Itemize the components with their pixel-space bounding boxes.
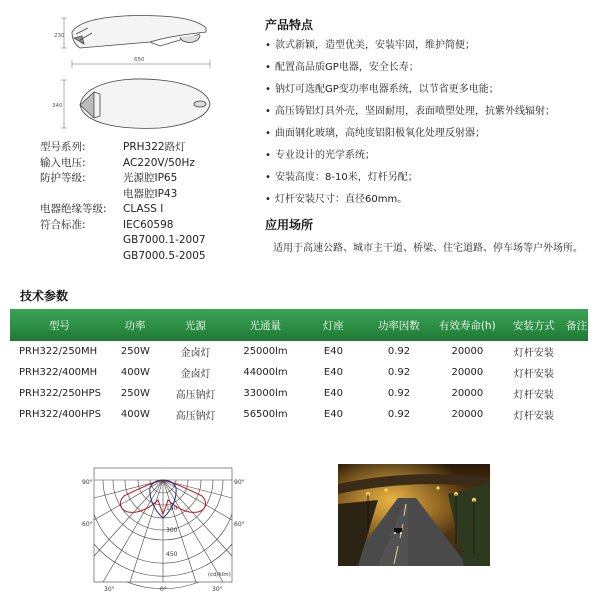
features-title: 产品特点 (265, 18, 314, 32)
spec-row (40, 187, 240, 203)
column-header: 功率因数 (377, 319, 420, 332)
spec-row (40, 233, 240, 249)
feature-item (265, 128, 595, 141)
bullet-icon: • (265, 172, 271, 183)
feature-item (265, 106, 595, 119)
polar-diagram-svg (80, 466, 246, 594)
column-header: 功率 (124, 319, 146, 332)
table-cell: E40 (323, 367, 343, 378)
spec-key: 电器绝缘等级: (40, 203, 107, 215)
table-cell: 0.92 (387, 346, 411, 357)
spec-key: 符合标准: (40, 218, 86, 231)
spec-key: 输入电压: (40, 156, 86, 169)
table-cell: 25000lm (243, 346, 288, 357)
bullet-icon: • (265, 128, 271, 139)
table-cell: PRH322/250MH (19, 346, 98, 357)
feature-text: 灯杆安装尺寸：直径60mm。 (275, 194, 408, 205)
table-cell: 高压钠灯 (175, 411, 216, 422)
spec-row (40, 218, 240, 234)
light-distribution-diagram (80, 466, 246, 594)
feature-item (265, 150, 595, 163)
spec-value: 电器腔IP43 (123, 187, 178, 200)
spec-value: 光源腔IP65 (123, 172, 178, 184)
angle-label-bottom-0: 0° (160, 586, 167, 593)
column-header: 型号 (48, 319, 70, 332)
column-header: 有效寿命(h) (438, 319, 496, 332)
table-cell: 400W (120, 367, 150, 378)
spec-value: IEC60598 (123, 218, 174, 231)
feature-text: 款式新颖，造型优美，安装牢固，维护简便； (275, 40, 475, 51)
radius-label-300: 300 (166, 527, 178, 534)
table-row (10, 362, 588, 383)
column-header: 光源 (184, 319, 206, 332)
table-cell: 56500lm (243, 409, 288, 420)
bullet-icon: • (265, 194, 271, 205)
angle-label-left-60: 60° (82, 521, 93, 528)
spec-row (40, 249, 240, 265)
features-list (265, 40, 595, 207)
table-cell: 250W (120, 346, 150, 357)
table-cell: 400W (120, 409, 150, 420)
bullet-icon: • (265, 150, 271, 161)
luminaire-drawings (50, 10, 230, 130)
dim-length-label: 650 (134, 57, 145, 63)
table-cell: 高压钠灯 (175, 390, 216, 401)
application-section (265, 216, 595, 257)
radius-label-150: 150 (166, 505, 178, 512)
angle-label-right-60: 60° (234, 521, 245, 528)
dim-width-label: 340 (52, 103, 63, 109)
bullet-icon: • (265, 106, 271, 117)
table-cell: 44000lm (243, 367, 288, 378)
table-cell: 灯杆安装 (513, 411, 554, 422)
spec-key (40, 249, 123, 265)
table-cell: E40 (323, 346, 343, 357)
night-road-photo (338, 464, 490, 566)
feature-item (265, 40, 595, 53)
spec-value: AC220V/50Hz (123, 156, 195, 169)
column-header: 光通量 (249, 319, 281, 332)
side-view-drawing (72, 16, 206, 48)
table-cell: 灯杆安装 (513, 369, 554, 380)
table-cell: 0.92 (387, 388, 411, 399)
angle-label-bottom-right-30: 30° (212, 586, 223, 593)
bullet-icon: • (265, 62, 271, 73)
spec-value: GB7000.1-2007 (123, 234, 206, 246)
feature-item (265, 62, 595, 75)
feature-text: 钠灯可选配GP变功率电器系统，以节省更多电能； (275, 84, 499, 95)
dim-height-label: 230 (54, 33, 65, 39)
column-header: 安装方式 (512, 319, 555, 332)
table-row (10, 404, 588, 425)
table-cell: 20000 (451, 367, 484, 378)
spec-value: GB7000.5-2005 (123, 249, 206, 262)
luminaire-outline-svg (50, 10, 230, 130)
feature-text: 专业设计的光学系统； (275, 150, 375, 161)
application-photo (338, 464, 490, 566)
table-cell: PRH322/250HPS (19, 388, 101, 399)
table-row (10, 341, 588, 362)
spec-row (40, 202, 240, 218)
table-cell: 20000 (451, 409, 484, 420)
bullet-icon: • (265, 40, 271, 51)
tech-params-table (10, 309, 588, 425)
spec-key (40, 187, 123, 203)
table-cell: 灯杆安装 (513, 348, 554, 359)
top-view-drawing (80, 79, 210, 128)
angle-label-left-90: 90° (82, 479, 93, 486)
table-body (10, 341, 588, 425)
spec-value: PRH322路灯 (123, 141, 186, 153)
table-cell: 20000 (451, 346, 484, 357)
feature-item (265, 172, 595, 185)
table-cell: 250W (120, 388, 150, 399)
spec-key: 防护等级: (40, 172, 86, 184)
table-header (10, 309, 588, 341)
angle-label-right-90: 90° (234, 479, 245, 486)
table-cell: 灯杆安装 (513, 390, 554, 401)
table-cell: 20000 (451, 388, 484, 399)
table-cell: E40 (323, 388, 343, 399)
radius-label-450: 450 (166, 551, 178, 558)
application-title: 应用场所 (265, 218, 314, 232)
table-row (10, 383, 588, 404)
feature-text: 安装高度：8-10米，灯杆另配； (275, 172, 418, 183)
table-cell: 33000lm (243, 388, 288, 399)
spec-key (40, 233, 123, 249)
feature-text: 曲面钢化玻璃，高纯度铝阳极氧化处理反射器； (275, 128, 485, 139)
application-text: 适用于高速公路、城市主干道、桥梁、住宅道路、停车场等户外场所。 (273, 243, 583, 254)
feature-text: 高压铸铝灯具外壳，坚固耐用，表面喷塑处理，抗紫外线辐射； (275, 106, 555, 117)
spec-row (40, 171, 240, 187)
table-cell: 金卤灯 (180, 348, 211, 359)
bullet-icon: • (265, 84, 271, 95)
angle-label-bottom-left-30: 30° (104, 586, 115, 593)
spec-list (40, 140, 240, 264)
column-header: 灯座 (322, 319, 344, 332)
spec-row (40, 156, 240, 172)
table-cell: E40 (323, 409, 343, 420)
features-section (265, 16, 595, 257)
unit-label: (cd/klm) (208, 572, 231, 578)
feature-item (265, 84, 595, 97)
spec-key: 型号系列: (40, 141, 86, 153)
table-cell: 0.92 (387, 367, 411, 378)
table-cell: PRH322/400HPS (19, 409, 101, 420)
feature-text: 配置高品质GP电器，安全长寿； (275, 62, 419, 73)
table-cell: 金卤灯 (180, 369, 211, 380)
tech-params-title: 技术参数 (20, 289, 69, 303)
spec-value: CLASS I (123, 203, 164, 215)
table-cell: 0.92 (387, 409, 411, 420)
column-header: 备注 (566, 319, 588, 332)
table-cell: PRH322/400MH (19, 367, 98, 378)
feature-item (265, 194, 595, 207)
spec-row (40, 140, 240, 156)
